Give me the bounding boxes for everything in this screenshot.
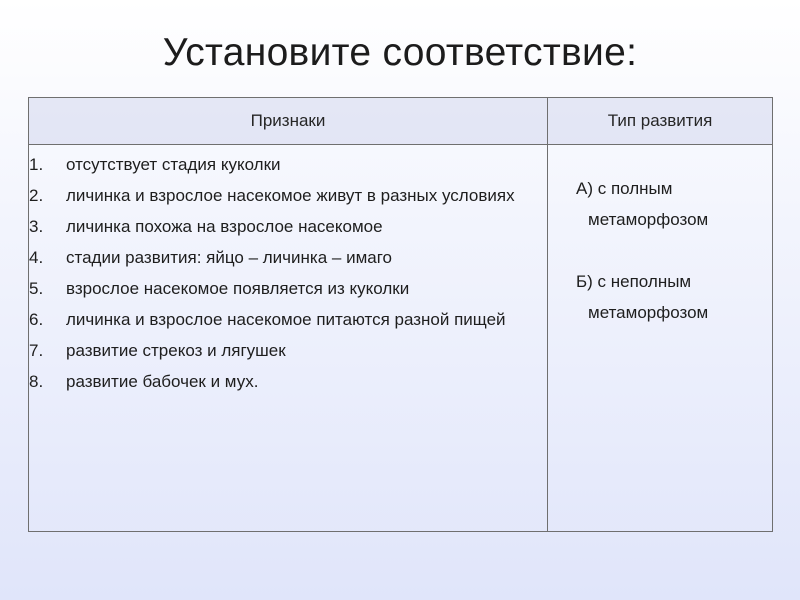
feature-number: 7. [29,341,44,360]
feature-item-5 [29,273,547,304]
type-incomplete-metamorphosis [576,266,772,328]
feature-number: 5. [29,279,44,298]
feature-number: 1. [29,155,44,174]
feature-item-7 [29,335,547,366]
feature-text: личинка похожа на взрослое насекомое [66,217,383,236]
feature-text: отсутствует стадия куколки [66,155,281,174]
type-label: Б) с неполным [576,272,692,291]
header-development-type: Тип развития [548,98,773,145]
feature-number: 6. [29,310,44,329]
feature-text: личинка и взрослое насекомое питаются разной пищей [66,310,506,329]
feature-number: 3. [29,217,44,236]
feature-text: стадии развития: яйцо – личинка – имаго [66,248,393,267]
matching-table [28,97,773,532]
feature-item-6 [29,304,547,335]
type-complete-metamorphosis [576,173,772,235]
feature-text: развитие стрекоз и лягушек [66,341,286,360]
feature-number: 4. [29,248,44,267]
feature-item-4 [29,242,547,273]
feature-item-2 [29,180,547,211]
feature-item-1 [29,149,547,180]
feature-number: 2. [29,186,44,205]
table-header-row [29,98,773,145]
table-body-row [29,145,773,532]
type-label-continuation: метаморфозом [588,303,709,322]
feature-number: 8. [29,372,44,391]
features-cell [29,145,548,532]
feature-text: личинка и взрослое насекомое живут в разных условиях [66,186,515,205]
feature-item-3 [29,211,547,242]
feature-text: взрослое насекомое появляется из куколки [66,279,410,298]
features-list [29,145,547,397]
feature-item-8 [29,366,547,397]
type-label-continuation: метаморфозом [588,210,709,229]
development-types [548,145,772,328]
slide-title: Установите соответствие: [162,31,638,74]
types-cell [548,145,773,532]
header-features: Признаки [29,98,548,145]
feature-text: развитие бабочек и мух. [66,372,259,391]
type-label: А) с полным [576,179,673,198]
